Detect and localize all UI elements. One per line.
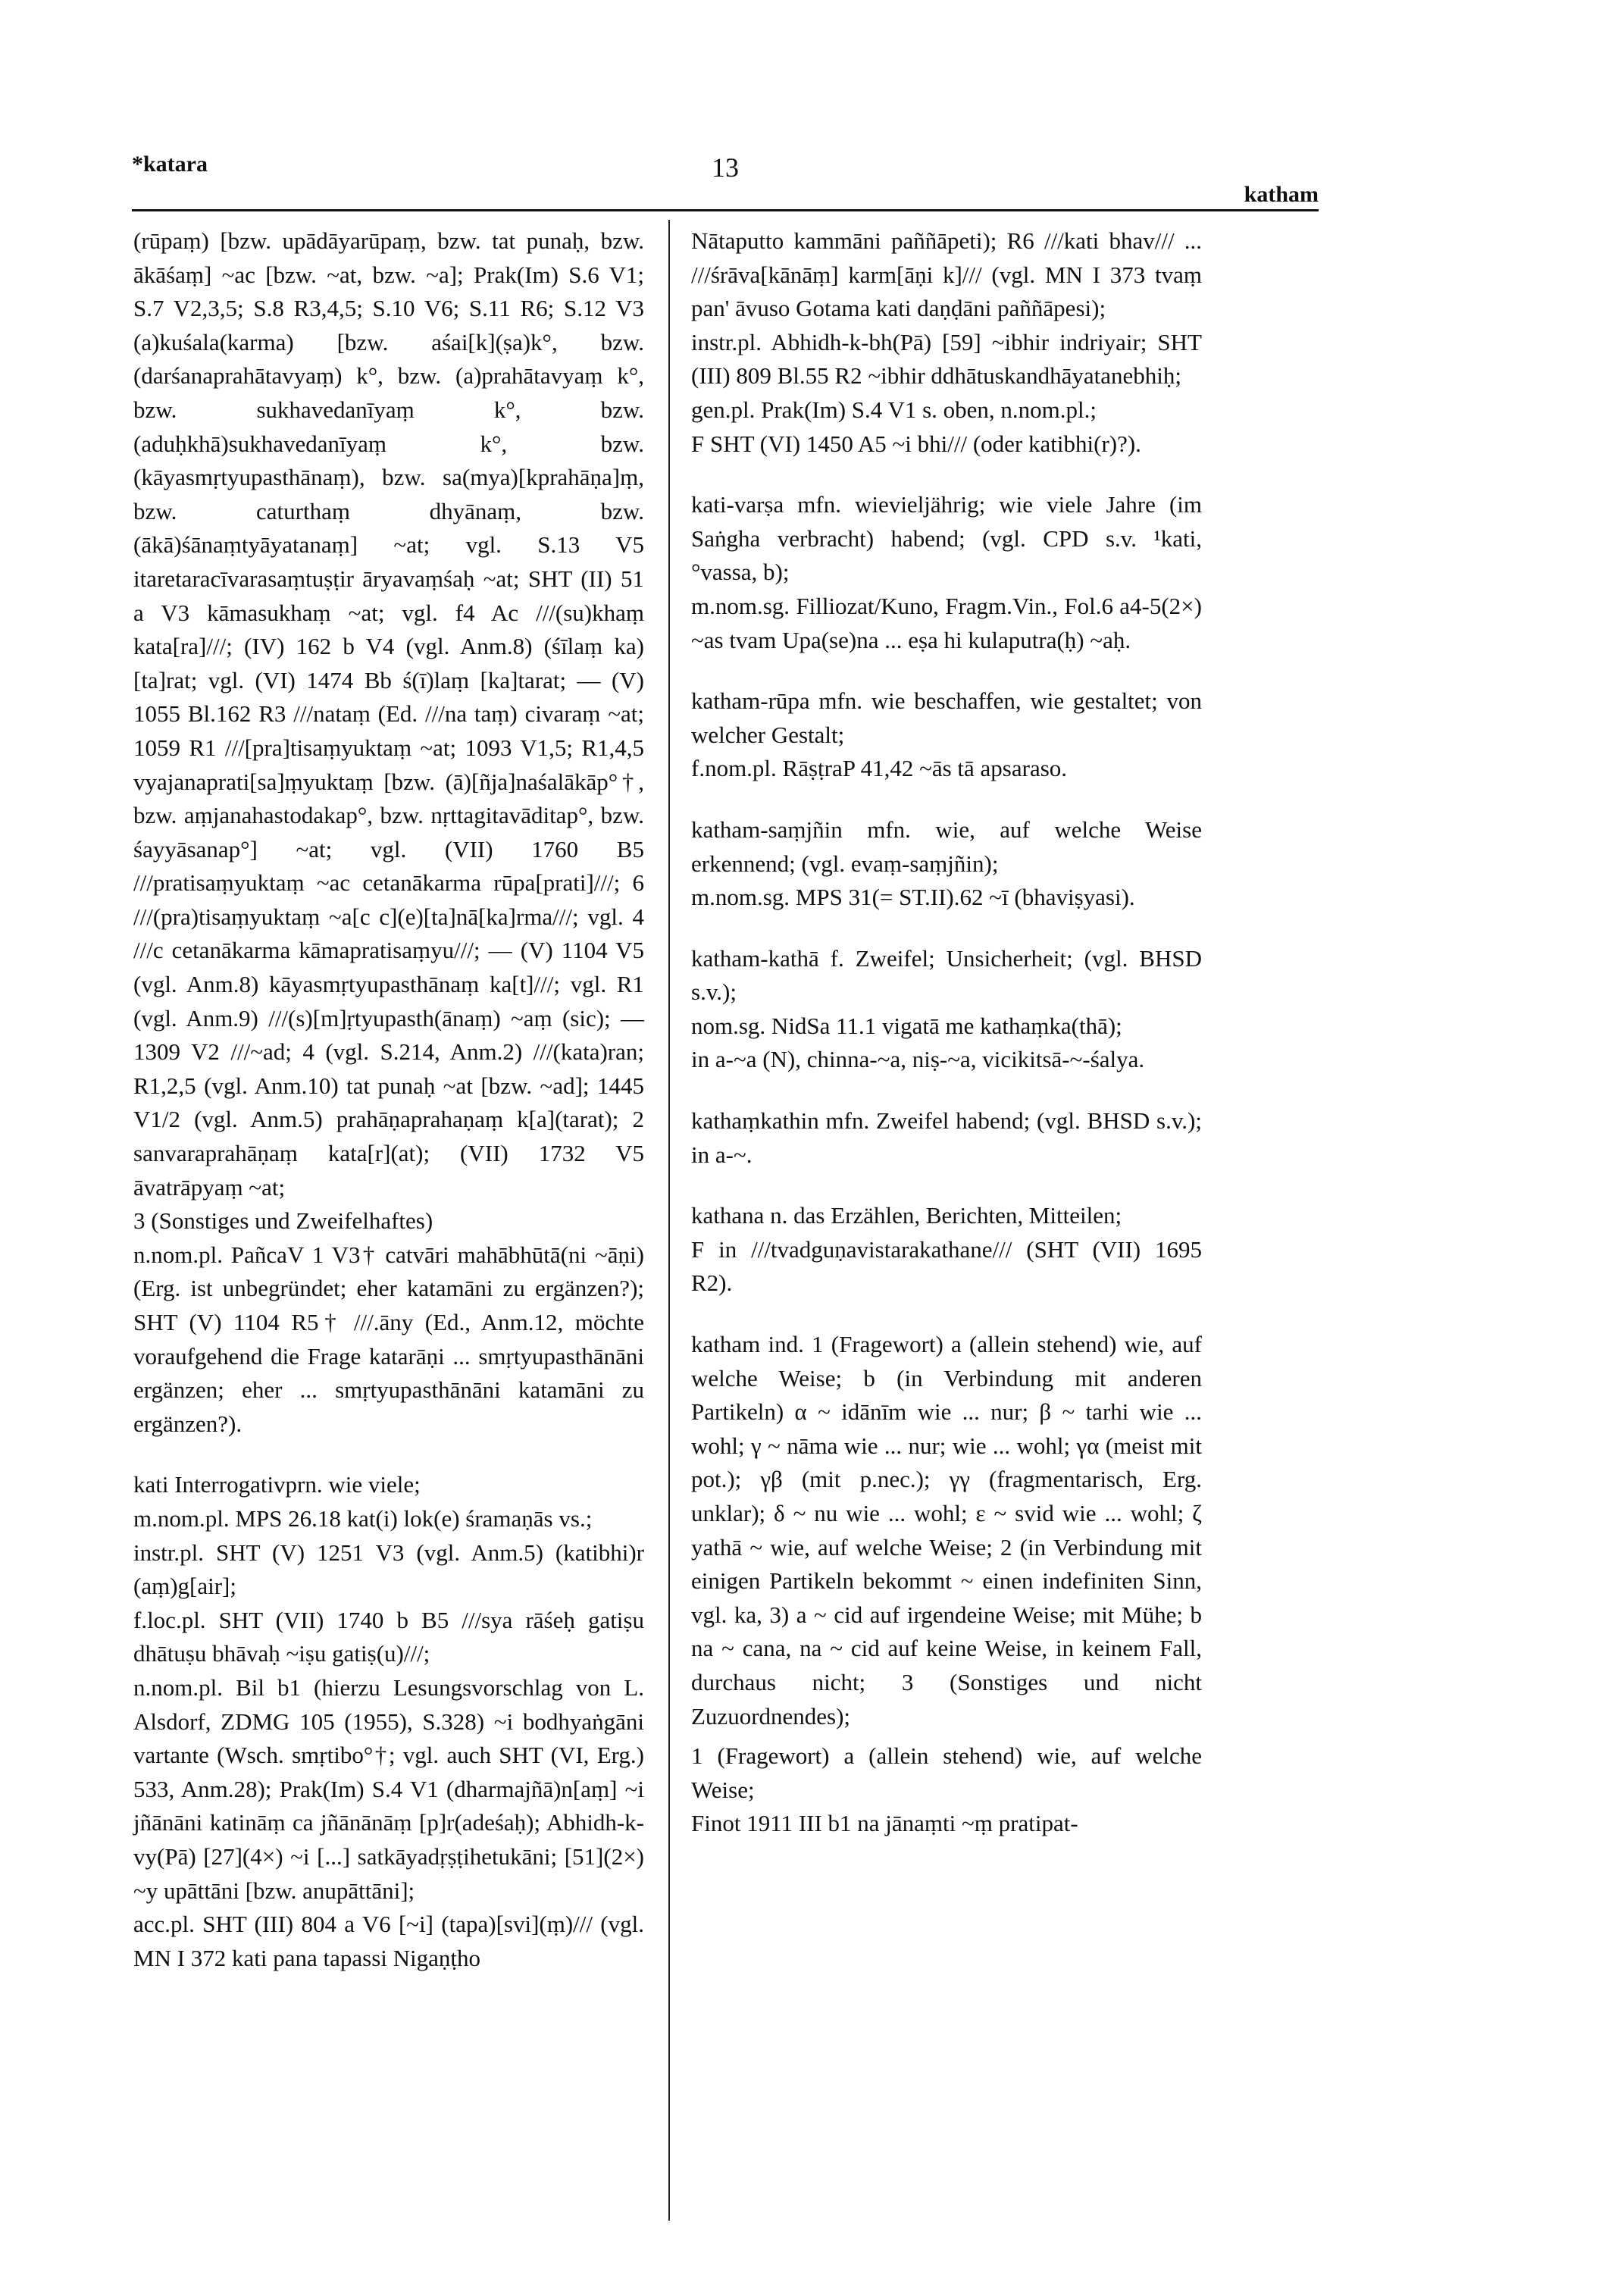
entry-kathana-headword: kathana n. das Erzählen, Berichten, Mitteilen; [691,1202,1122,1229]
entry-katham-katha-compounds: in a-~a (N), chinna-~a, niṣ-~a, vicikitsā-~-śalya. [691,1046,1145,1073]
entry-katham-rupa-body: f.nom.pl. RāṣṭraP 41,42 ~ās tā apsaraso. [691,755,1068,782]
entry-katham-katha-nom-sg: nom.sg. NidSa 11.1 vigatā me kathaṃka(thā); [691,1012,1122,1039]
entry-katham-samjnin-body: m.nom.sg. MPS 31(= ST.II).62 ~ī (bhaviṣyasi). [691,884,1135,911]
entry-kati-instr-pl: instr.pl. SHT (V) 1251 V3 (vgl. Anm.5) (katibhi)r (aṃ)g[air]; [133,1539,644,1600]
page-number: 13 [712,152,739,183]
running-header [132,152,1319,207]
entry-kati-n-nom-pl: n.nom.pl. Bil b1 (hierzu Lesungsvorschlag von L. Alsdorf, ZDMG 105 (1955), S.328) ~i bodhyaṅgāni vartante (Wsch. smṛtibo°†; vgl. auch SHT (VI, Erg.) 533, Anm.28); Prak(Im) S.4 V1 (dharmajñā)n[aṃ] ~i jñānāni katināṃ ca jñānānāṃ [p]r(adeśaḥ); Abhidh-k-vy(Pā) [27](4×) ~i [...] satkāyadṛṣṭihetukāni; [51](2×) ~y upāttāni [bzw. anupāttāni]; [133,1673,644,1904]
entry-kathana-body: F in ///tvadguṇavistarakathane/// (SHT (VII) 1695 R2). [691,1235,1202,1297]
entry-katham-section-1a: 1 (Fragewort) a (allein stehend) wie, auf welche Weise; [691,1742,1202,1803]
entry-katham-headword: katham ind. 1 (Fragewort) a (allein stehend) wie, auf welche Weise; b (in Verbindung mit anderen Partikeln) α ~ idānīm wie ... nur; β ~ tarhi wie ... wohl; γ ~ nāma wie ... nur; wie ... wohl; γα (meist mit pot.); γβ (mit p.nec.); γγ (fragmentarisch, Erg. unklar); δ ~ nu wie ... wohl; ε ~ svid wie ... wohl; ζ yathā ~ wie, auf welche Weise; 2 (in Verbindung mit einigen Partikeln bekommt ~ einen indefiniten Sinn, vgl. ka, 3) a ~ cid auf irgendeine Weise; mit Mühe; b na ~ cana, na ~ cid auf keine Weise, in keinem Fall, durchaus nicht; 3 (Sonstiges und nicht Zuzuordnendes); [691,1331,1202,1730]
column-divider [668,220,670,2221]
entry-katham-samjnin-headword: katham-saṃjñin mfn. wie, auf welche Weise erkennend; (vgl. evaṃ-saṃjñin); [691,815,1202,877]
header-rule [132,209,1319,211]
entry-kati-instr-pl-2: instr.pl. Abhidh-k-bh(Pā) [59] ~ibhir indriyair; SHT (III) 809 Bl.55 R2 ~ibhir ddhātuskandhāyatanebhiḥ; [691,328,1202,390]
left-column [133,224,644,1975]
entry-kati-fragment: F SHT (VI) 1450 A5 ~i bhi/// (oder katibhi(r)?). [691,430,1141,457]
entry-kati-m-nom-pl: m.nom.pl. MPS 26.18 kat(i) lok(e) śramaṇās vs.; [133,1504,593,1532]
entry-kati-varsa-body: m.nom.sg. Filliozat/Kuno, Fragm.Vin., Fol.6 a4-5(2×) ~as tvam Upa(se)na ... eṣa hi kulaputra(ḥ) ~aḥ. [691,592,1202,653]
entry-kati-varsa-headword: kati-varṣa mfn. wievieljährig; wie viele Jahre (im Saṅgha verbracht) habend; (vgl. CPD s.v. ¹kati, °vassa, b); [691,491,1202,586]
entry-katara-section-3-heading: 3 (Sonstiges und Zweifelhaftes) [133,1207,433,1235]
left-running-headword: *katara [132,152,208,177]
entry-kathamkathin: kathaṃkathin mfn. Zweifel habend; (vgl. BHSD s.v.); in a-~. [691,1107,1202,1168]
entry-katara-section-3-body: n.nom.pl. PañcaV 1 V3† catvāri mahābhūtā(ni ~āṇi) (Erg. ist unbegründet; eher katamāni zu ergänzen?); SHT (V) 1104 R5† ///.āny (Ed., Anm.12, möchte voraufgehend die Frage katarāṇi ... smṛtyupasthānāni ergänzen; eher ... smṛtyupasthānāni katamāni zu ergänzen?). [133,1241,644,1437]
right-column [691,224,1202,1841]
entry-katham-rupa-headword: katham-rūpa mfn. wie beschaffen, wie gestaltet; von welcher Gestalt; [691,687,1202,748]
entry-katham-katha-headword: katham-kathā f. Zweifel; Unsicherheit; (vgl. BHSD s.v.); [691,944,1202,1006]
entry-katham-finot-citation: Finot 1911 III b1 na jānaṃti ~ṃ pratipat- [691,1810,1078,1837]
entry-katara-continuation: (rūpaṃ) [bzw. upādāyarūpaṃ, bzw. tat punaḥ, bzw. ākāśaṃ] ~ac [bzw. ~at, bzw. ~a]; Prak(Im) S.6 V1; S.7 V2,3,5; S.8 R3,4,5; S.10 V6; S.11 R6; S.12 V3 (a)kuśala(karma) [bzw. aśai[k](ṣa)k°, bzw. (darśanaprahātavyaṃ) k°, bzw. (a)prahātavyaṃ k°, bzw. sukhavedanīyaṃ k°, bzw. (aduḥkhā)sukhavedanīyaṃ k°, bzw. (kāyasmṛtyupasthānaṃ), bzw. sa(mya)[kprahāṇa]ṃ, bzw. caturthaṃ dhyānaṃ, bzw. (ākā)śānaṃtyāyatanaṃ] ~at; vgl. S.13 V5 itaretaracīvarasaṃtuṣṭir āryavaṃśaḥ ~at; SHT (II) 51 a V3 kāmasukhaṃ ~at; vgl. f4 Ac ///(su)khaṃ kata[ra]///; (IV) 162 b V4 (vgl. Anm.8) (śīlaṃ ka)[ta]rat; vgl. (VI) 1474 Bb ś(ī)laṃ [ka]tarat; — (V) 1055 Bl.162 R3 ///nataṃ (Ed. ///na taṃ) civaraṃ ~at; 1059 R1 ///[pra]tisaṃyuktaṃ ~at; 1093 V1,5; R1,4,5 vyajanaprati[sa]ṃyuktaṃ [bzw. (ā)[ñja]naśalākāp°†, bzw. aṃjanahastodakap°, bzw. nṛttagitavāditap°, bzw. śayyāsanap°] ~at; vgl. (VII) 1760 B5 ///pratisaṃyuktaṃ ~ac cetanākarma rūpa[prati]///; 6 ///(pra)tisaṃyuktaṃ ~a[c c](e)[ta]nā[ka]rma///; vgl. 4 ///c cetanākarma kāmapratisaṃyu///; — (V) 1104 V5 (vgl. Anm.8) kāyasmṛtyupasthānaṃ ka[t]///; vgl. R1 (vgl. Anm.9) ///(s)[m]ṛtyupasth(ānaṃ) ~aṃ (sic); — 1309 V2 ///~ad; 4 (vgl. S.214, Anm.2) ///(kata)ran; R1,2,5 (vgl. Anm.10) tat punaḥ ~at [bzw. ~ad]; 1445 V1/2 (vgl. Anm.5) prahāṇaprahaṇaṃ k[a](tarat); 2 sanvaraprahāṇaṃ kata[r](at); (VII) 1732 V5 āvatrāpyaṃ ~at; [133,227,644,1201]
entry-kati-f-loc-pl: f.loc.pl. SHT (VII) 1740 b B5 ///sya rāśeḥ gatiṣu dhātuṣu bhāvaḥ ~iṣu gatiṣ(u)///; [133,1606,644,1667]
right-running-headword: katham [1244,182,1319,207]
entry-kati-headword: kati Interrogativprn. wie viele; [133,1471,421,1498]
entry-kati-acc-pl-continuation: Nātaputto kammāni paññāpeti); R6 ///kati bhav/// ... ///śrāva[kānāṃ] karm[āṇi k]/// (vgl. MN I 373 tvaṃ pan' āvuso Gotama kati daṇḍāni paññāpesi); [691,227,1202,322]
entry-kati-gen-pl: gen.pl. Prak(Im) S.4 V1 s. oben, n.nom.pl.; [691,396,1097,423]
entry-kati-acc-pl: acc.pl. SHT (III) 804 a V6 [~i] (tapa)[svi](ṃ)/// (vgl. MN I 372 kati pana tapassi Nigaṇṭho [133,1911,644,1971]
